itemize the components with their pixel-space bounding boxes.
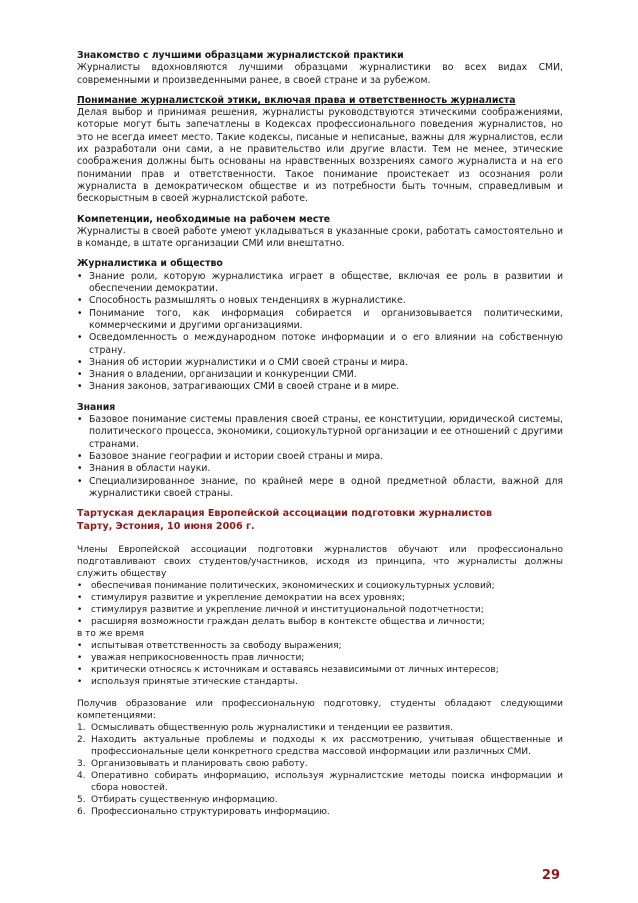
declaration-date: Тарту, Эстония, 10 июня 2006 г. [77, 520, 255, 532]
section-ethics [77, 95, 563, 206]
list-item: • испытывая ответственность за свободу выражения; [77, 640, 342, 651]
bullet-icon: • [77, 369, 83, 381]
bullet-icon: • [77, 332, 83, 344]
section-heading: Знакомство с лучшими образцами журналистской практики [77, 50, 404, 61]
bullet-icon: • [77, 616, 83, 627]
section-heading: Понимание журналистской этики, включая права и ответственность журналиста [77, 94, 516, 106]
bullet-icon: • [77, 381, 83, 393]
section-heading: Компетенции, необходимые на рабочем месте [77, 213, 331, 225]
bullet-icon: • [77, 580, 83, 591]
numbered-item: 4. Оперативно собирать информацию, используя журналистские методы поиска информации и сбора новостей. [77, 770, 563, 793]
section-text: Журналисты в своей работе умеют укладываться в указанные сроки, работать самостоятельно и в команде, в штате организации СМИ или внештатно. [77, 225, 563, 250]
list-item: • расширяя возможности граждан делать выбор в контексте общества и личности; [77, 616, 485, 627]
list-item: • Базовое знание географии и истории своей страны и мира. [77, 450, 384, 462]
document-page [77, 50, 563, 826]
list-item: • Знания в области науки. [77, 463, 211, 475]
section-society [77, 258, 563, 393]
list-item: • обеспечивая понимание политических, экономических и социокультурных условий; [77, 580, 495, 591]
numbered-item: 6. Профессионально структурировать информацию. [77, 806, 330, 817]
section-best-practices [77, 50, 563, 87]
section-workplace [77, 214, 563, 251]
competence-intro: Получив образование или профессиональную подготовку, студенты обладают следующими компетенциями: [77, 698, 563, 721]
section-knowledge [77, 402, 563, 500]
numbered-item: 3. Организовывать и планировать свою работу. [77, 758, 308, 769]
list-item: • Знания о владении, организации и конкуренции СМИ. [77, 369, 357, 381]
bullet-icon: • [77, 676, 83, 687]
list-item: • Способность размышлять о новых тенденциях в журналистике. [77, 295, 406, 307]
bullet-icon: • [77, 414, 83, 426]
bullet-icon: • [77, 270, 83, 282]
list-item: • Понимание того, как информация собирается и организовывается политическими, коммерческими и другими организациями. [77, 307, 563, 331]
declaration-title: Тартуская декларация Европейской ассоциации подготовки журналистов [77, 508, 493, 520]
list-item: • Базовое понимание системы правления своей страны, ее конституции, юридической системы, политического процесса, экономики, социокультурной организации и ее отношений с другими странами. [77, 414, 563, 450]
bullet-icon: • [77, 640, 83, 651]
numbered-item: 2. Находить актуальные проблемы и подходы к их рассмотрению, учитывая общественные и профессиональные цели конкретного средства массовой информации или различных СМИ. [77, 734, 563, 757]
list-item: • стимулируя развитие и укрепление личной и институциональной подотчетности; [77, 604, 484, 615]
bullet-icon: • [77, 307, 83, 319]
section-text: Журналисты вдохновляются лучшими образцами журналистики во всех видах СМИ, современными и произведенными ранее, в своей стране и за рубежом. [77, 62, 563, 86]
list-item: • Знание роли, которую журналистика играет в обществе, включая ее роль в развитии и обеспечении демократии. [77, 270, 563, 295]
declaration-mid-text: в то же время [77, 628, 145, 639]
list-item: • Специализированное знание, по крайней мере в одной предметной области, важной для журналистики своей страны. [77, 475, 563, 499]
page-number: 29 [541, 868, 560, 883]
numbered-item: 1. Осмысливать общественную роль журналистики и тенденции ее развития. [77, 722, 453, 733]
list-item: • Знания законов, затрагивающих СМИ в своей стране и в мире. [77, 381, 400, 393]
bullet-icon: • [77, 295, 83, 307]
declaration-intro: Члены Европейской ассоциации подготовки журналистов обучают или профессионально подготавливают своих студентов/участников, исходя из принципа, что журналисты должны служить обществу [77, 544, 563, 579]
list-item: • критически относясь к источникам и оставаясь независимыми от личных интересов; [77, 664, 499, 675]
bullet-icon: • [77, 475, 83, 487]
section-heading: Журналистика и общество [77, 258, 223, 270]
bullet-icon: • [77, 592, 83, 603]
list-item: • уважая неприкосновенность прав личности; [77, 652, 305, 663]
bullet-icon: • [77, 450, 83, 462]
list-item: • используя принятые этические стандарты. [77, 676, 298, 687]
section-text: Делая выбор и принимая решения, журналисты руководствуются этическими соображениями, которые могут быть запечатлены в Кодексах профессионального поведения журналистов, но это не всегда имеет место. Такие кодексы, писаные и неписаные, важны для журналистов, если их разработали они сами, а не правительство или другие власти. Тем не менее, этические соображения должны быть основаны на нравственных воззрениях самого журналиста и на его понимании прав и ответственности. Такое понимание проистекает из осознания роли журналиста в демократическом обществе и из потребности быть точным, справедливым и бескорыстным в своей журналистской работе. [77, 107, 563, 205]
bullet-icon: • [77, 356, 83, 368]
bullet-icon: • [77, 604, 83, 615]
list-item: • стимулируя развитие и укрепление демократии на всех уровнях; [77, 592, 406, 603]
list-item: • Знания об истории журналистики и о СМИ своей страны и мира. [77, 356, 408, 368]
section-heading: Знания [77, 401, 116, 413]
section-declaration [77, 508, 563, 818]
bullet-icon: • [77, 664, 83, 675]
numbered-item: 5. Отбирать существенную информацию. [77, 794, 278, 805]
bullet-icon: • [77, 652, 83, 663]
bullet-icon: • [77, 463, 83, 475]
list-item: • Осведомленность о международном потоке информации и о его влиянии на собственную страну. [77, 332, 563, 356]
